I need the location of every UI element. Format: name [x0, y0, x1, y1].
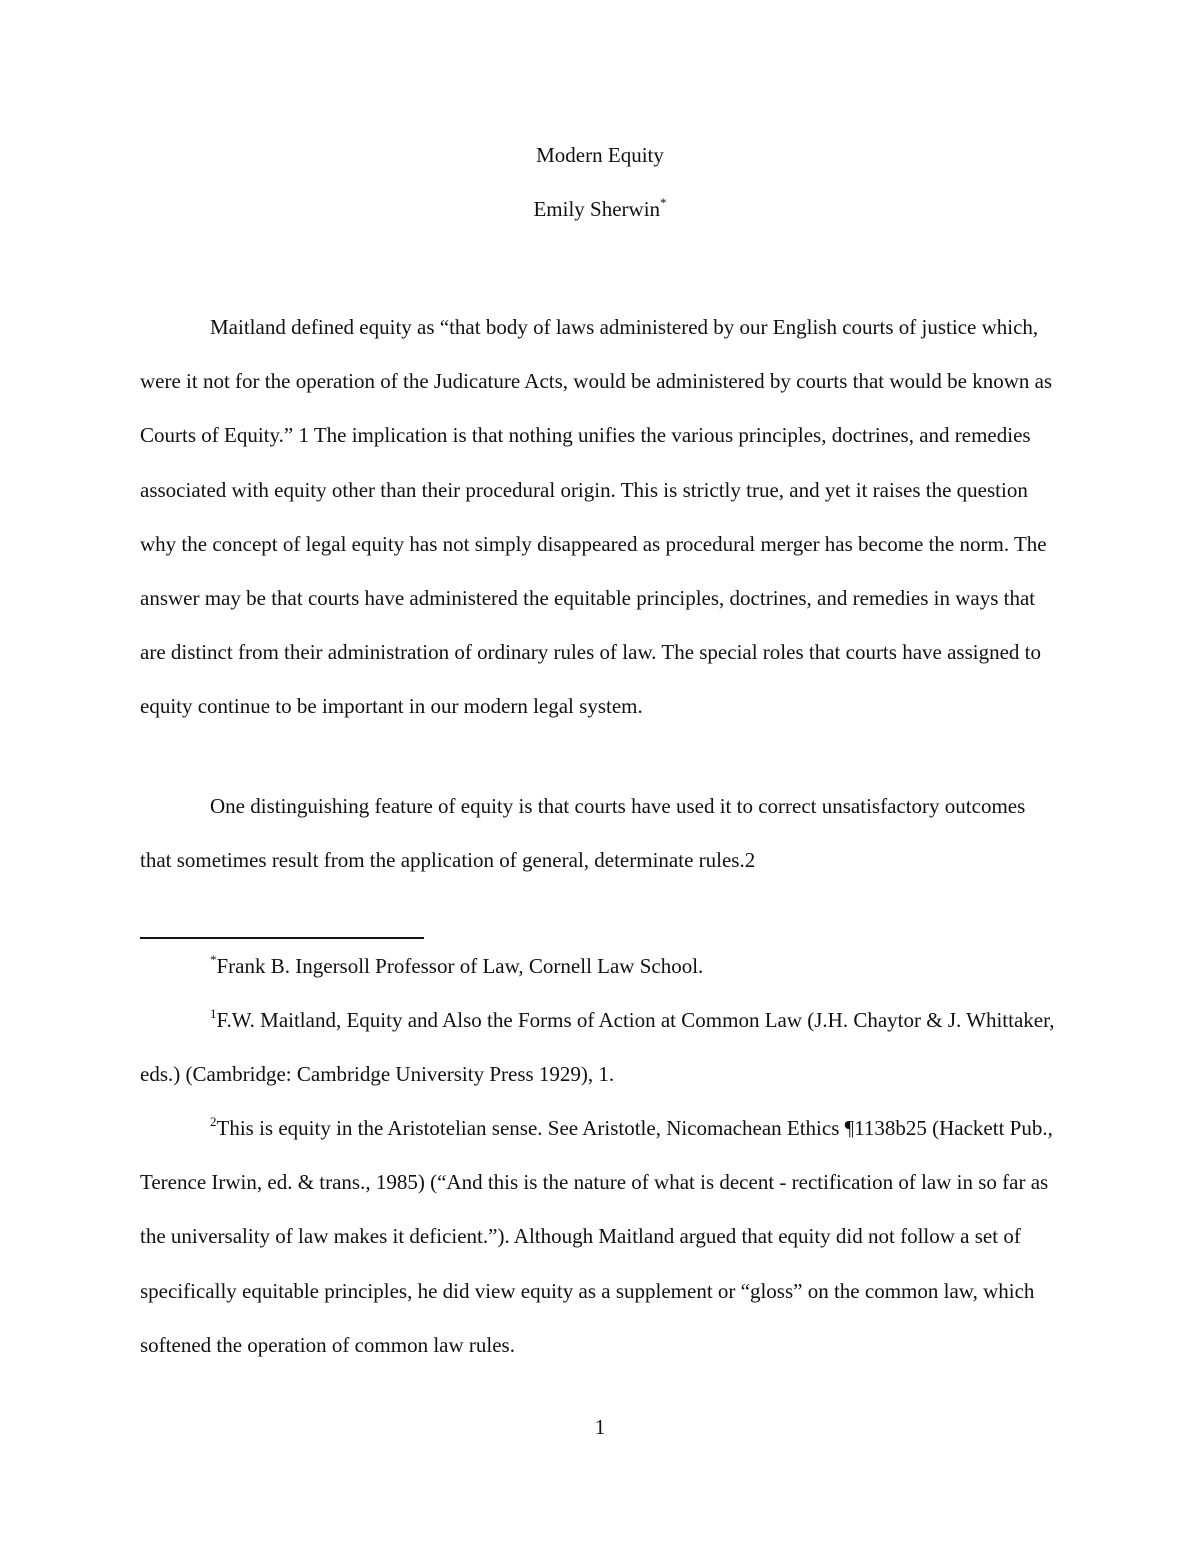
footnote-text: Frank B. Ingersoll Professor of Law, Cornell Law School.: [216, 954, 704, 978]
footnote-text: F.W. Maitland, Equity and Also the Forms of Action at Common Law (J.H. Chaytor & J. Whittaker, eds.) (Cambridge: Cambridge University Press 1929), 1.: [140, 1008, 1055, 1087]
author-line: [0, 194, 1200, 224]
author-name: Emily Sherwin: [533, 197, 661, 221]
body-paragraph-1: [140, 300, 1060, 734]
paragraph-text: One distinguishing feature of equity is that courts have used it to correct unsatisfactory outcomes that sometimes result from the application of general, determinate rules.2: [140, 794, 1026, 873]
footnote-author: [140, 939, 1060, 993]
author-footnote-mark: *: [660, 195, 667, 210]
footnote-mark: 2: [210, 1114, 217, 1129]
footnote-2: [140, 1101, 1060, 1372]
footnote-text: This is equity in the Aristotelian sense. See Aristotle, Nicomachean Ethics ¶1138b25 (Hackett Pub., Terence Irwin, ed. & trans., 1985) (“And this is the nature of what is decent - rectification of law in so far as the universality of law makes it deficient.”). Although Maitland argued that equity did not follow a set of specifically equitable principles, he did view equity as a supplement or “gloss” on the common law, which softened the operation of common law rules.: [140, 1116, 1053, 1357]
paragraph-text: Maitland defined equity as “that body of laws administered by our English courts of justice which, were it not for the operation of the Judicature Acts, would be administered by courts that would be known as Courts of Equity.” 1 The implication is that nothing unifies the various principles, doctrines, and remedies associated with equity other than their procedural origin. This is strictly true, and yet it raises the question why the concept of legal equity has not simply disappeared as procedural merger has become the norm. The answer may be that courts have administered the equitable principles, doctrines, and remedies in ways that are distinct from their administration of ordinary rules of law. The special roles that courts have assigned to equity continue to be important in our modern legal system.: [140, 315, 1053, 719]
footnote-mark: 1: [210, 1006, 217, 1021]
footnote-1: [140, 993, 1060, 1101]
footnote-mark: *: [210, 952, 217, 967]
page-number: 1: [594, 1415, 606, 1439]
document-title: Modern Equity: [536, 143, 664, 167]
body-paragraph-2: [140, 779, 1060, 887]
